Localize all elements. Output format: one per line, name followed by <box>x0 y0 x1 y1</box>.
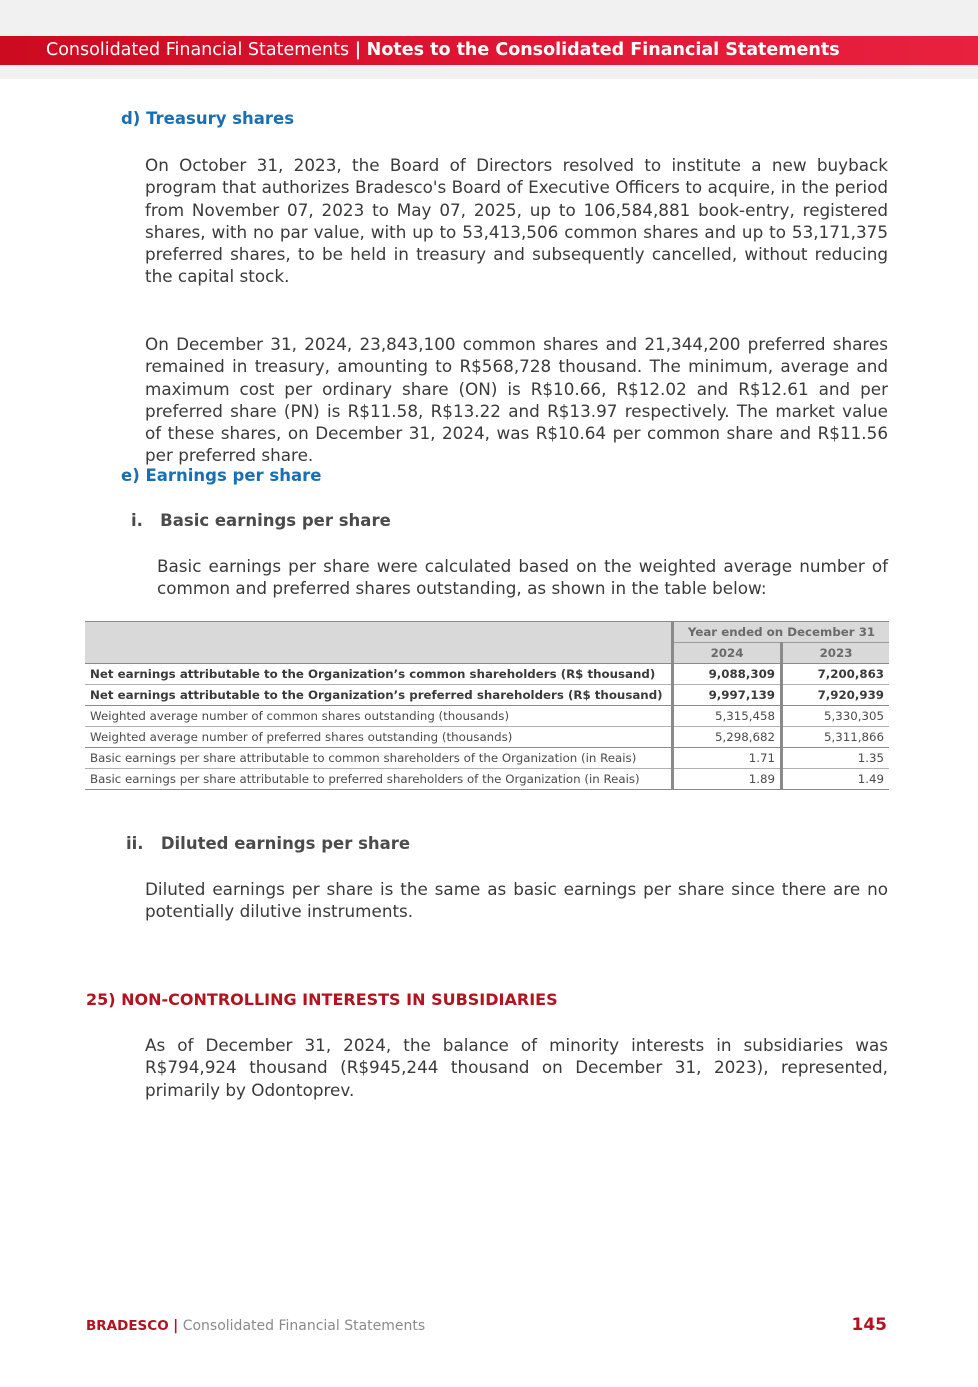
eps-table <box>85 621 889 790</box>
basic-eps-paragraph: Basic earnings per share were calculated based on the weighted average number of common and preferred shares outstanding, as shown in the table below: <box>157 556 888 599</box>
table-year-row <box>85 643 889 664</box>
table-cell-2023: 1.49 <box>782 769 890 790</box>
top-strip <box>0 0 978 36</box>
table-cell-2024: 9,997,139 <box>673 685 782 706</box>
table-header-blank-2 <box>85 643 673 664</box>
table-header-row <box>85 622 889 643</box>
table-cell-2024: 1.71 <box>673 748 782 769</box>
table-header-blank <box>85 622 673 643</box>
treasury-paragraph-1: On October 31, 2023, the Board of Directors resolved to institute a new buyback program that authorizes Bradesco's Board of Executive Officers to acquire, in the period from November 07, 2023 to May 07, 2025, up to 106,584,881 book-entry, registered shares, with no par value, with up to 53,413,506 common shares and up to 53,171,375 preferred shares, to be held in treasury and subsequently cancelled, without reducing the capital stock. <box>145 155 888 287</box>
footer-title: Consolidated Financial Statements <box>182 1318 426 1334</box>
nci-heading: 25) NON-CONTROLLING INTERESTS IN SUBSIDIARIES <box>86 990 558 1009</box>
table-row-label: Basic earnings per share attributable to common shareholders of the Organization (in Reais) <box>85 748 673 769</box>
footer-brand: BRADESCO <box>86 1318 169 1334</box>
treasury-paragraph-2: On December 31, 2024, 23,843,100 common shares and 21,344,200 preferred shares remained in treasury, amounting to R$568,728 thousand. The minimum, average and maximum cost per ordinary share (ON) is R$10.66, R$12.02 and R$12.61 and per preferred share (PN) is R$11.58, R$13.22 and R$13.97 respectively. The market value of these shares, on December 31, 2024, was R$10.64 per common share and R$11.56 per preferred share. <box>145 334 888 466</box>
table-cell-2024: 1.89 <box>673 769 782 790</box>
table-row <box>85 769 889 790</box>
table-cell-2024: 5,315,458 <box>673 706 782 727</box>
table-row <box>85 664 889 685</box>
table-cell-2024: 9,088,309 <box>673 664 782 685</box>
basic-eps-heading: i. Basic earnings per share <box>131 511 391 530</box>
treasury-heading: d) Treasury shares <box>121 109 295 128</box>
table-cell-2023: 1.35 <box>782 748 890 769</box>
page-number: 145 <box>851 1315 887 1335</box>
table-row-label: Weighted average number of preferred shares outstanding (thousands) <box>85 727 673 748</box>
table-cell-2023: 5,330,305 <box>782 706 890 727</box>
header-banner <box>0 36 978 65</box>
table-row <box>85 727 889 748</box>
table-row-label: Net earnings attributable to the Organization’s preferred shareholders (R$ thousand) <box>85 685 673 706</box>
header-separator: | <box>354 40 362 60</box>
header-section: Consolidated Financial Statements <box>46 40 350 60</box>
diluted-eps-heading: ii. Diluted earnings per share <box>126 834 411 853</box>
table-cell-2023: 5,311,866 <box>782 727 890 748</box>
footer-separator: | <box>173 1318 179 1334</box>
table-period-header: Year ended on December 31 <box>673 622 890 643</box>
header-subsection: Notes to the Consolidated Financial Statements <box>366 40 840 60</box>
nci-paragraph: As of December 31, 2024, the balance of minority interests in subsidiaries was R$794,924 thousand (R$945,244 thousand on December 31, 2023), represented, primarily by Odontoprev. <box>145 1035 888 1100</box>
table-row <box>85 685 889 706</box>
table-cell-2023: 7,920,939 <box>782 685 890 706</box>
table-row-label: Basic earnings per share attributable to preferred shareholders of the Organization (in Reais) <box>85 769 673 790</box>
table-year-2023: 2023 <box>782 643 890 664</box>
table-cell-2024: 5,298,682 <box>673 727 782 748</box>
table-row <box>85 748 889 769</box>
table-row-label: Net earnings attributable to the Organization’s common shareholders (R$ thousand) <box>85 664 673 685</box>
table-year-2024: 2024 <box>673 643 782 664</box>
eps-heading: e) Earnings per share <box>121 466 322 485</box>
footer <box>86 1318 425 1334</box>
table-row-label: Weighted average number of common shares outstanding (thousands) <box>85 706 673 727</box>
table-cell-2023: 7,200,863 <box>782 664 890 685</box>
header-subbar <box>0 65 978 79</box>
table-row <box>85 706 889 727</box>
diluted-eps-paragraph: Diluted earnings per share is the same as basic earnings per share since there are no potentially dilutive instruments. <box>145 879 888 922</box>
